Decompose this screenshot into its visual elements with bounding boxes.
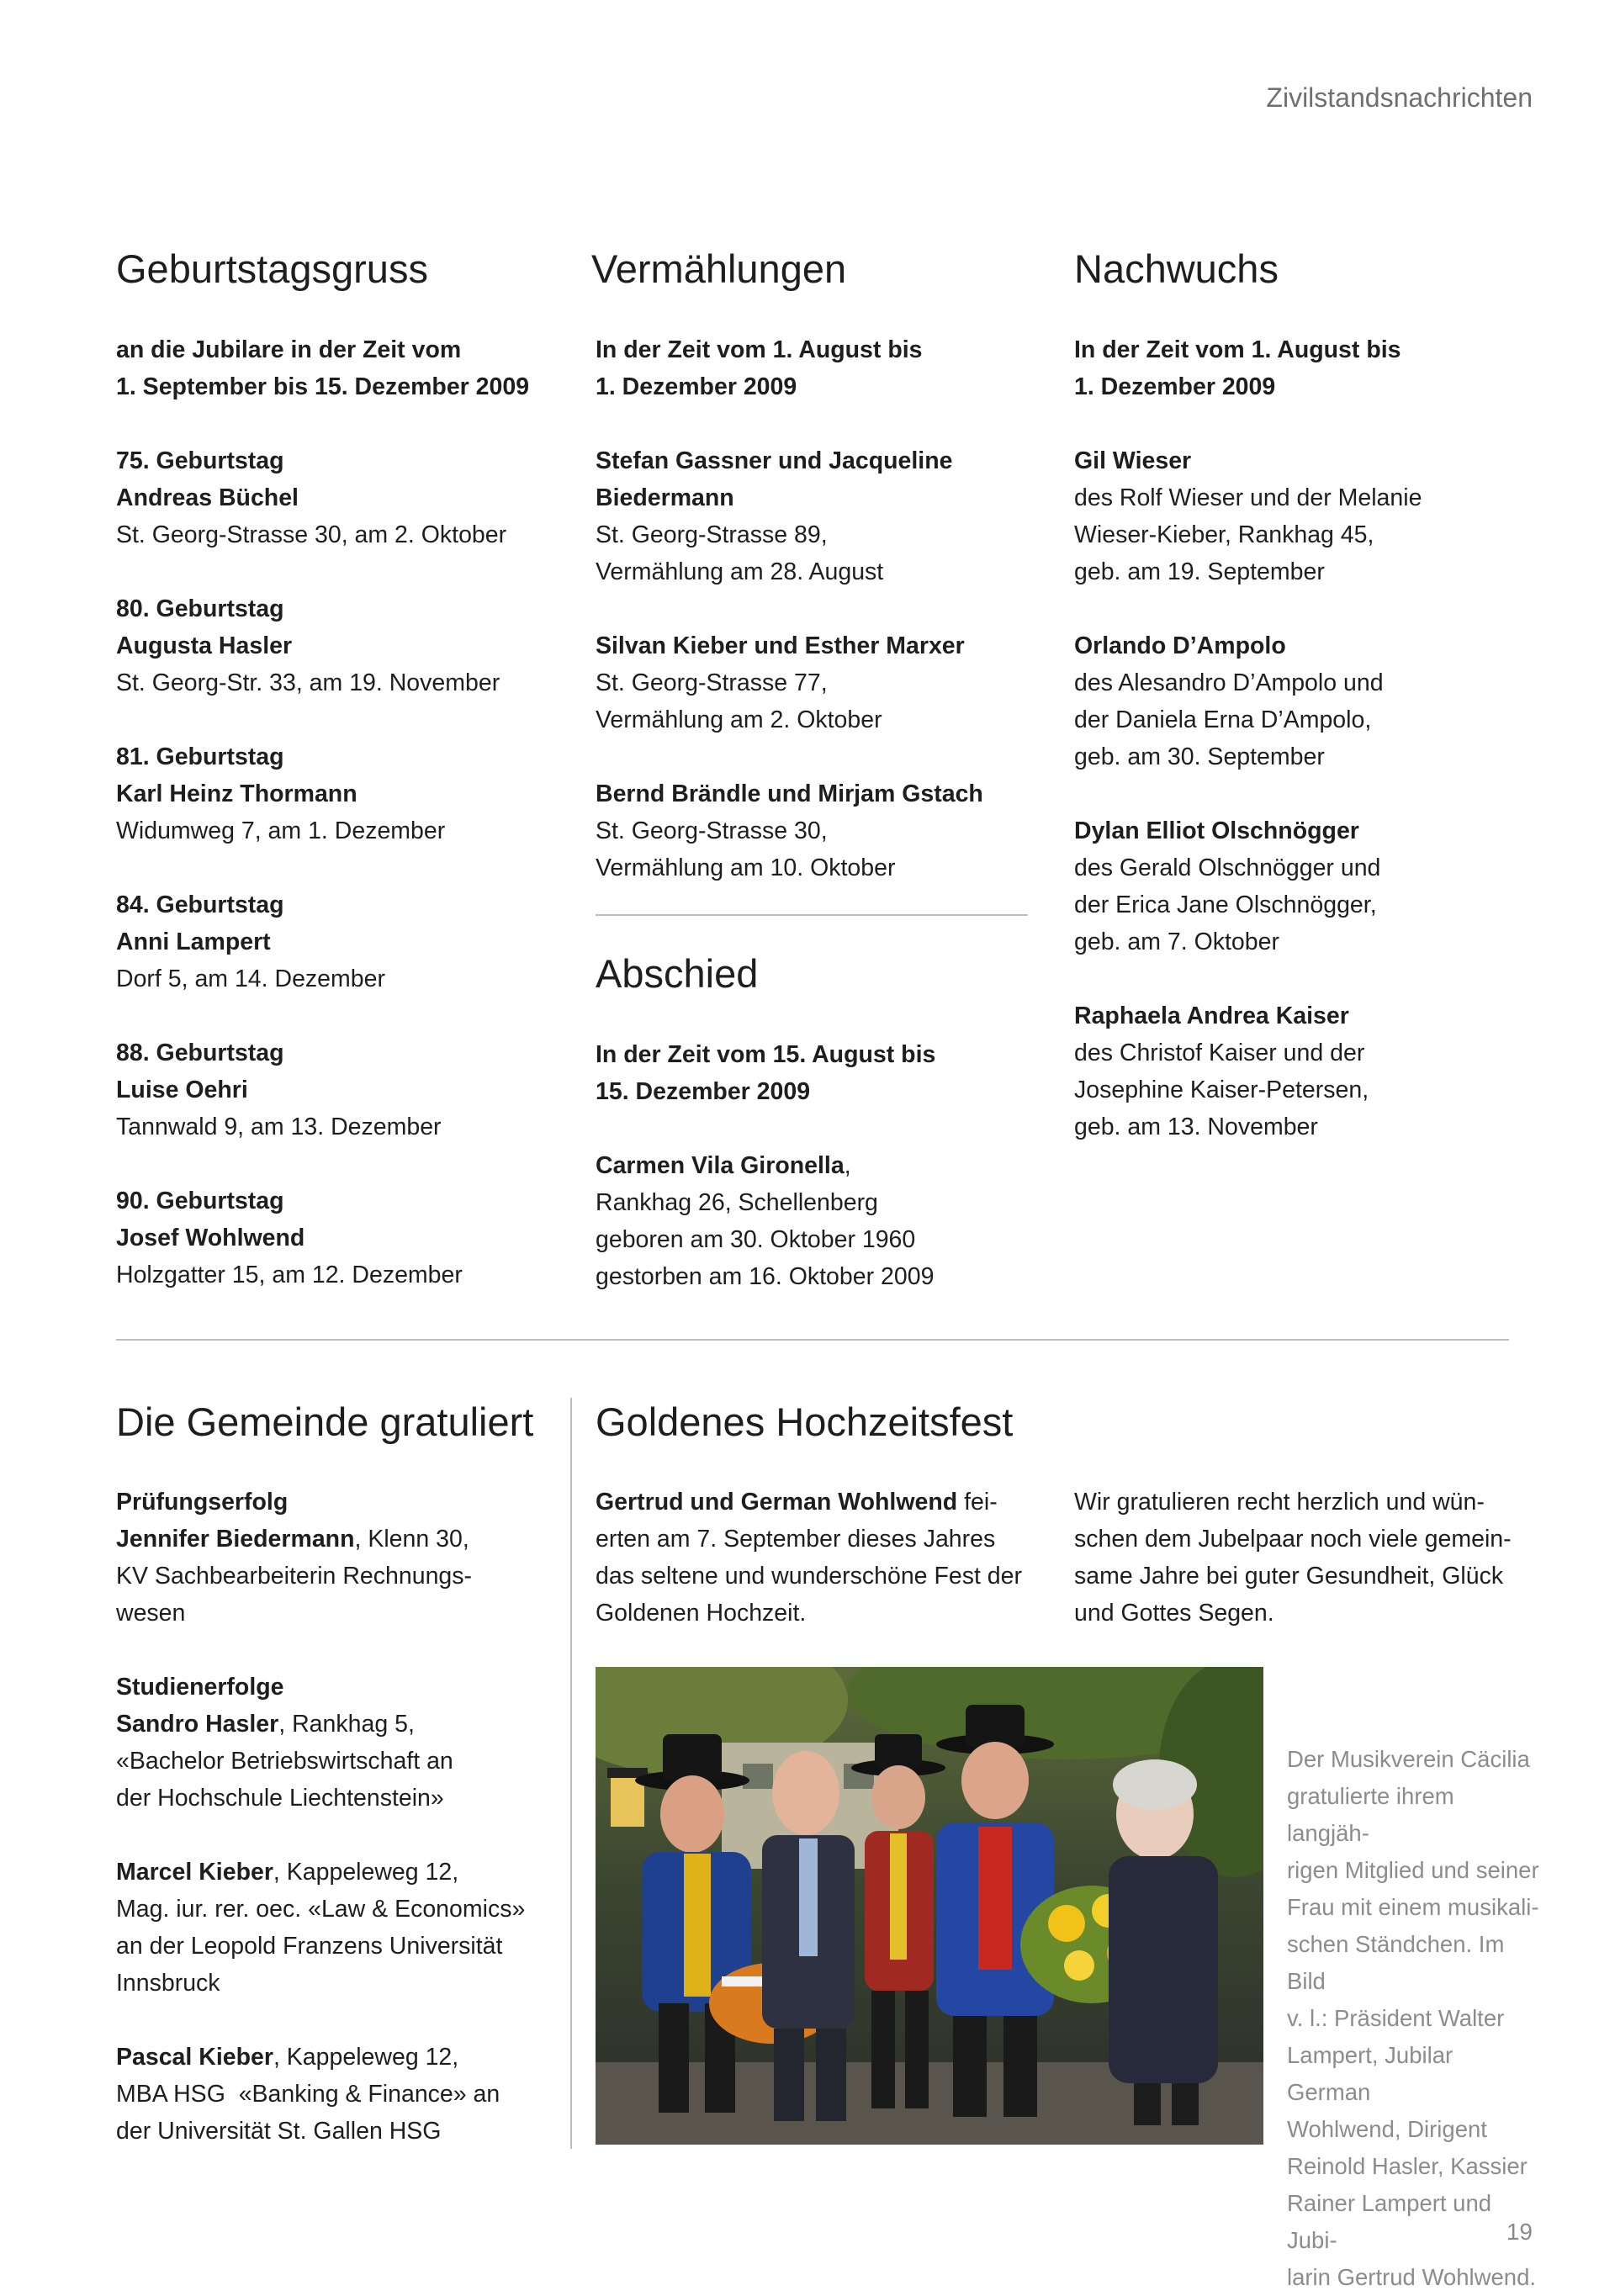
wishes-text: und Gottes Segen.	[1074, 1600, 1274, 1627]
caption-line: Lampert, Jubilar German	[1287, 2042, 1454, 2105]
birthday-occasion: 80. Geburtstag	[116, 595, 284, 622]
graduate-details: «Bachelor Betriebswirtschaft an	[116, 1748, 453, 1775]
caption-line: Der Musikverein Cäcilia	[1287, 1746, 1530, 1772]
graduate-first-line	[116, 1521, 570, 1558]
child-name: Raphaela Andrea Kaiser	[1074, 1003, 1349, 1029]
obituary-details: geboren am 30. Oktober 1960	[596, 1226, 916, 1253]
child-details: der Erica Jane Olschnögger,	[1074, 891, 1377, 918]
section-divider	[596, 914, 1028, 916]
child-name: Orlando D’Ampolo	[1074, 632, 1286, 659]
caption-line: Rainer Lampert und Jubi-	[1287, 2190, 1492, 2253]
graduate-details: an der Leopold Franzens Universität	[116, 1933, 503, 1960]
wedding-details: St. Georg-Strasse 30,	[596, 817, 828, 844]
graduate-address: , Klenn 30,	[354, 1526, 469, 1553]
birthday-name: Anni Lampert	[116, 928, 271, 955]
running-head: Zivilstandsnachrichten	[1266, 82, 1533, 113]
graduate-address: , Rankhag 5,	[278, 1711, 415, 1738]
wishes-text: same Jahre bei guter Gesundheit, Glück	[1074, 1563, 1504, 1590]
caption-line: gratulierte ihrem langjäh-	[1287, 1783, 1454, 1846]
graduate-details: wesen	[116, 1600, 186, 1627]
anniversary-couple: Gertrud und German Wohlwend	[596, 1489, 958, 1516]
abschied-column	[596, 1036, 1033, 1295]
wedding-names: Stefan Gassner und Jacqueline	[596, 447, 953, 474]
birthday-occasion: 75. Geburtstag	[116, 447, 284, 474]
caption-line: Wohlwend, Dirigent	[1287, 2116, 1487, 2142]
wedding-details: Vermählung am 10. Oktober	[596, 854, 896, 881]
wedding-details: St. Georg-Strasse 89,	[596, 521, 828, 548]
birthday-details: Dorf 5, am 14. Dezember	[116, 965, 385, 992]
anniversary-text: das seltene und wunderschöne Fest der	[596, 1563, 1022, 1590]
caption-line: v. l.: Präsident Walter	[1287, 2005, 1505, 2031]
intro-line: In der Zeit vom 1. August bis	[596, 336, 923, 363]
child-details: Wieser-Kieber, Rankhag 45,	[1074, 521, 1374, 548]
birthday-details: Widumweg 7, am 1. Dezember	[116, 817, 446, 844]
child-details: Josephine Kaiser-Petersen,	[1074, 1077, 1369, 1103]
wishes-text: schen dem Jubelpaar noch viele gemein-	[1074, 1526, 1512, 1553]
caption-line: schen Ständchen. Im Bild	[1287, 1931, 1505, 1994]
child-details: der Daniela Erna D’Ampolo,	[1074, 706, 1372, 733]
obituary-details: gestorben am 16. Oktober 2009	[596, 1263, 935, 1290]
birthday-occasion: 88. Geburtstag	[116, 1040, 284, 1066]
wedding-details: Vermählung am 28. August	[596, 558, 884, 585]
obituary-name-suffix: ,	[844, 1152, 851, 1179]
gemeinde-column	[116, 1484, 570, 2150]
group-photo	[596, 1667, 1263, 2145]
wedding-details: Vermählung am 2. Oktober	[596, 706, 882, 733]
birthday-occasion: 81. Geburtstag	[116, 743, 284, 770]
graduate-name: Sandro Hasler	[116, 1711, 279, 1738]
child-details: geb. am 30. September	[1074, 743, 1325, 770]
graduate-address: , Kappeleweg 12,	[273, 2044, 459, 2071]
studies-heading: Studienerfolge	[116, 1674, 284, 1701]
child-name: Gil Wieser	[1074, 447, 1192, 474]
birthday-details: St. Georg-Str. 33, am 19. November	[116, 669, 500, 696]
anniversary-text: Goldenen Hochzeit.	[596, 1600, 807, 1627]
graduate-address: , Kappeleweg 12,	[273, 1859, 459, 1886]
wedding-names: Bernd Brändle und Mirjam Gstach	[596, 780, 983, 807]
obituary-name-line	[596, 1147, 1033, 1184]
page-number: 19	[1506, 2219, 1533, 2245]
wedding-details: St. Georg-Strasse 77,	[596, 669, 828, 696]
graduate-details: MBA HSG «Banking & Finance» an	[116, 2081, 500, 2108]
wedding-names: Biedermann	[596, 484, 734, 511]
child-details: geb. am 13. November	[1074, 1114, 1318, 1140]
birthday-name: Karl Heinz Thormann	[116, 780, 357, 807]
graduate-name: Pascal Kieber	[116, 2044, 273, 2071]
birthday-occasion: 84. Geburtstag	[116, 891, 284, 918]
hochzeitsfest-title: Goldenes Hochzeitsfest	[596, 1399, 1014, 1444]
birthday-name: Augusta Hasler	[116, 632, 293, 659]
group-photo-illustration	[596, 1667, 1263, 2145]
exam-heading: Prüfungserfolg	[116, 1489, 289, 1516]
child-details: geb. am 19. September	[1074, 558, 1325, 585]
caption-line: Reinold Hasler, Kassier	[1287, 2153, 1528, 2179]
section-divider	[116, 1339, 1509, 1341]
child-details: geb. am 7. Oktober	[1074, 928, 1279, 955]
nachwuchs-title: Nachwuchs	[1074, 246, 1279, 291]
hochzeitsfest-wishes	[1074, 1484, 1513, 1632]
caption-line: Frau mit einem musikali-	[1287, 1894, 1539, 1920]
anniversary-text: erten am 7. September dieses Jahres	[596, 1526, 996, 1553]
gemeinde-title: Die Gemeinde gratuliert	[116, 1399, 534, 1444]
anniversary-text: fei-	[957, 1489, 998, 1516]
graduate-details: Innsbruck	[116, 1970, 220, 1997]
birthday-name: Luise Oehri	[116, 1077, 248, 1103]
column-divider	[570, 1398, 572, 2149]
intro-line: 1. Dezember 2009	[1074, 373, 1276, 400]
graduate-details: der Hochschule Liechtenstein»	[116, 1785, 444, 1812]
child-details: des Christof Kaiser und der	[1074, 1040, 1365, 1066]
child-details: des Gerald Olschnögger und	[1074, 854, 1381, 881]
birthday-name: Andreas Büchel	[116, 484, 299, 511]
graduate-name: Marcel Kieber	[116, 1859, 273, 1886]
child-details: des Alesandro D’Ampolo und	[1074, 669, 1384, 696]
graduate-details: Mag. iur. rer. oec. «Law & Economics»	[116, 1896, 526, 1923]
caption-line: larin Gertrud Wohlwend.	[1287, 2264, 1537, 2290]
birthday-details: St. Georg-Strasse 30, am 2. Oktober	[116, 521, 507, 548]
wedding-names: Silvan Kieber und Esther Marxer	[596, 632, 965, 659]
vermaehlungen-column	[596, 331, 1033, 886]
birthday-name: Josef Wohlwend	[116, 1225, 305, 1251]
graduate-details: KV Sachbearbeiterin Rechnungs-	[116, 1563, 473, 1590]
obituary-details: Rankhag 26, Schellenberg	[596, 1189, 878, 1216]
intro-line: 15. Dezember 2009	[596, 1078, 811, 1105]
graduate-first-line	[116, 1706, 570, 1743]
intro-line: 1. Dezember 2009	[596, 373, 797, 400]
geburtstagsgruss-title: Geburtstagsgruss	[116, 246, 428, 291]
intro-line: In der Zeit vom 1. August bis	[1074, 336, 1401, 363]
abschied-title: Abschied	[596, 951, 759, 996]
caption-line: rigen Mitglied und seiner	[1287, 1857, 1539, 1883]
anniversary-first-line	[596, 1484, 1035, 1521]
nachwuchs-column	[1074, 331, 1528, 1145]
wishes-text: Wir gratulieren recht herzlich und wün-	[1074, 1489, 1485, 1516]
birthday-occasion: 90. Geburtstag	[116, 1188, 284, 1214]
graduate-first-line	[116, 1854, 570, 1891]
birthday-details: Tannwald 9, am 13. Dezember	[116, 1114, 442, 1140]
geburtstagsgruss-column	[116, 331, 553, 1293]
intro-line: 1. September bis 15. Dezember 2009	[116, 373, 530, 400]
intro-line: an die Jubilare in der Zeit vom	[116, 336, 462, 363]
graduate-first-line	[116, 2039, 570, 2076]
intro-line: In der Zeit vom 15. August bis	[596, 1041, 936, 1068]
obituary-name: Carmen Vila Gironella	[596, 1152, 845, 1179]
child-details: des Rolf Wieser und der Melanie	[1074, 484, 1422, 511]
photo-caption	[1287, 1741, 1539, 2296]
birthday-details: Holzgatter 15, am 12. Dezember	[116, 1262, 463, 1288]
vermaehlungen-title: Vermählungen	[591, 246, 847, 291]
child-name: Dylan Elliot Olschnögger	[1074, 817, 1359, 844]
graduate-name: Jennifer Biedermann	[116, 1526, 355, 1553]
hochzeitsfest-text	[596, 1484, 1035, 1632]
graduate-details: der Universität St. Gallen HSG	[116, 2118, 442, 2145]
